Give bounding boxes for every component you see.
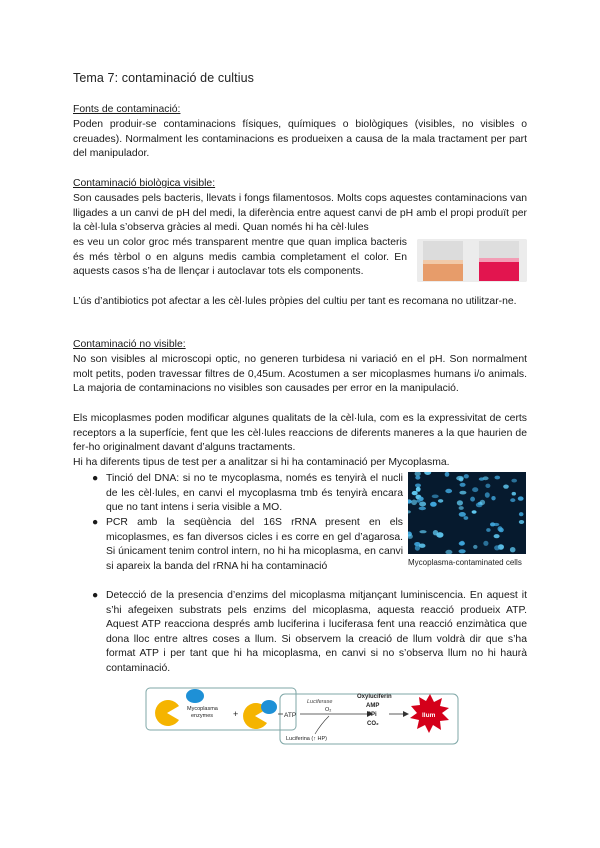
cell-dot — [459, 512, 466, 517]
cell-dot — [459, 549, 466, 553]
cell-dot — [432, 495, 439, 499]
cell-dot — [459, 506, 464, 510]
cell-dot — [510, 498, 515, 502]
cell-dot — [419, 530, 426, 533]
cell-dot — [510, 547, 516, 552]
bullet-item-luminescence: Detecció de la presencia d’enzims del micoplasma mitjançant luminiscencia. En aquest it s’hi afegeixen substrats pels enzims del micoplasma, aquesta reacció produeix ATP. Aquest ATP reacciona després amb luciferina i luciferasa fent una reacció enzimàtica que dona lloc entre altres coses a llum. Si observem la creació de llum voldrà dir que s’ha format ATP i per tant que hi ha micoplasma, en canvi si no s’observa llum no hi haurà contaminació. — [106, 590, 527, 674]
cell-dot — [518, 496, 524, 500]
cell-dot — [495, 476, 501, 480]
mycoplasma-cells-image — [408, 472, 526, 554]
heading-visible: Contaminació biològica visible: — [73, 178, 216, 189]
micro-caption: Mycoplasma-contaminated cells — [408, 558, 522, 567]
paragraph-novisible-1: No son visibles al microscopi optic, no generen turbidesa ni variació en el pH. Son normalment molt petits, poden travessar filtres de 0,45um. Acostumen a ser micoplasmes humans i/o animals. La majoria de contaminacions no visibles son causades per error en la manipulació. — [73, 354, 527, 395]
cell-dot — [415, 476, 420, 480]
cell-dot — [485, 492, 490, 498]
cell-dot — [494, 545, 500, 550]
light-label: llum — [422, 712, 436, 719]
cell-dot — [464, 474, 469, 478]
cell-dot — [494, 534, 500, 538]
cell-dot — [438, 499, 443, 503]
bullet-marker: ● — [92, 517, 99, 528]
paragraph-fonts: Poden produir-se contaminacions físiques, químiques o biològiques (visibles, no visibles o creuades). Normalment les contaminacions es produeixen a causa de la mala tractament per part del manipulador. — [73, 119, 527, 160]
cell-dot — [412, 491, 418, 495]
luminescence-reaction-diagram — [145, 686, 460, 746]
culture-tubes-image — [417, 239, 527, 282]
cell-dot — [512, 492, 516, 496]
cell-dot — [498, 526, 503, 531]
cell-dot — [424, 472, 431, 475]
cell-dot — [480, 500, 485, 505]
cell-dot — [416, 487, 421, 492]
o2-label: O₂ — [325, 707, 332, 713]
cell-dot — [491, 496, 495, 500]
cell-dot — [473, 545, 477, 549]
cell-dot — [460, 483, 466, 487]
paragraph-visible-intro: Son causades pels bacteris, llevats i fongs filamentosos. Molts cops aquestes contaminacions van lligades a un canvi de pH del medi, la diferència entre aquest canvi de pH amb el propi produït per la cèl·lula s’observa gràcies al medi. Quan només hi ha cèl·lules — [73, 193, 527, 234]
cell-dot — [460, 541, 465, 545]
product-amp: AMP — [366, 703, 380, 709]
cell-dot — [519, 512, 524, 516]
luciferase-label: Luciferase — [307, 699, 333, 705]
paragraph-visible-wrap: es veu un color groc més transparent mentre que quan implica bacteris és més tèrbol o en alguns medis cambia completament el color. En aquests casos s’ha de llençar i autoclavar tots els components. — [73, 237, 407, 278]
cell-dot — [457, 500, 463, 505]
cell-dot — [483, 541, 488, 546]
cell-dot — [408, 510, 411, 513]
heading-fonts: Fonts de contaminació: — [73, 104, 181, 115]
cell-dot — [419, 502, 426, 507]
bullet-marker: ● — [92, 473, 99, 484]
luciferin-label: Luciferina (↑ HP) — [286, 736, 327, 742]
product-co2: CO₂ — [367, 721, 379, 727]
cell-dot — [419, 544, 426, 548]
cell-dot — [490, 522, 495, 526]
plus-sign: + — [233, 709, 239, 719]
bullet-item-dna: Tinció del DNA: si no te mycoplasma, només es tenyirà el nucli de les cèl·lules, en canvi el mycoplasma tmb és tenyirà encara que no tant intens i seria visible a MO. — [106, 473, 403, 514]
enzyme-icon — [186, 689, 204, 703]
cell-dot — [419, 497, 424, 501]
substrate-icon — [155, 700, 179, 726]
bullet-marker: ● — [92, 590, 99, 601]
cell-dot — [419, 507, 426, 511]
cell-dot — [445, 550, 452, 554]
cell-dot — [479, 477, 485, 480]
cell-dot — [472, 510, 477, 513]
cell-dot — [445, 489, 452, 493]
cell-dot — [459, 491, 466, 495]
cell-dot — [519, 520, 524, 524]
cell-dot — [485, 484, 490, 488]
product-ppi: PPi — [367, 712, 377, 718]
cell-dot — [503, 485, 509, 489]
page-title: Tema 7: contaminació de cultius — [73, 71, 254, 85]
cell-dot — [415, 484, 421, 488]
enzyme-label-1: Mycoplasma — [187, 706, 218, 712]
cell-dot — [511, 479, 517, 483]
cell-dot — [408, 534, 413, 539]
cell-dot — [456, 476, 464, 481]
cell-dot — [433, 530, 438, 535]
bullet-item-pcr: PCR amb la seqüència del 16S rRNA present en els micoplasmes, es fan diversos cicles i es corre en gel d’agarosa. Si únicament tenim control intern, no hi ha micoplasma, en canvi si apareix la banda del rRNA hi ha contaminació — [106, 517, 403, 572]
cell-dot — [470, 497, 475, 502]
cell-dot — [445, 472, 450, 477]
cell-dot — [411, 500, 417, 506]
product-oxyluciferin: Oxyluciferin — [357, 694, 392, 700]
paragraph-novisible-3: Hi ha diferents tipus de test per a analitzar si hi ha contaminació per Mycoplasma. — [73, 457, 450, 468]
cell-dot — [430, 502, 437, 507]
paragraph-visible-antibiotics: L’ús d’antibiotics pot afectar a les cèl·lules pròpies del cultiu per tant es recomana no utilitzar-ne. — [73, 296, 517, 307]
paragraph-novisible-2: Els micoplasmes poden modificar algunes qualitats de la cèl·lula, com es la expressivitat de certs receptors a la superfície, fent que les cèl·lules reaccions de diferents maneres a la que haurien de fer-ho originalment davant d’alguns tractaments. — [73, 413, 527, 454]
cell-dot — [486, 528, 490, 532]
heading-novisible: Contaminació no visible: — [73, 339, 186, 350]
cell-dot — [464, 516, 469, 520]
atp-label: ATP — [284, 712, 297, 719]
enzyme-substrate-complex-icon — [243, 700, 277, 729]
cell-dot — [472, 487, 478, 492]
enzyme-label-2: enzymes — [191, 713, 214, 719]
